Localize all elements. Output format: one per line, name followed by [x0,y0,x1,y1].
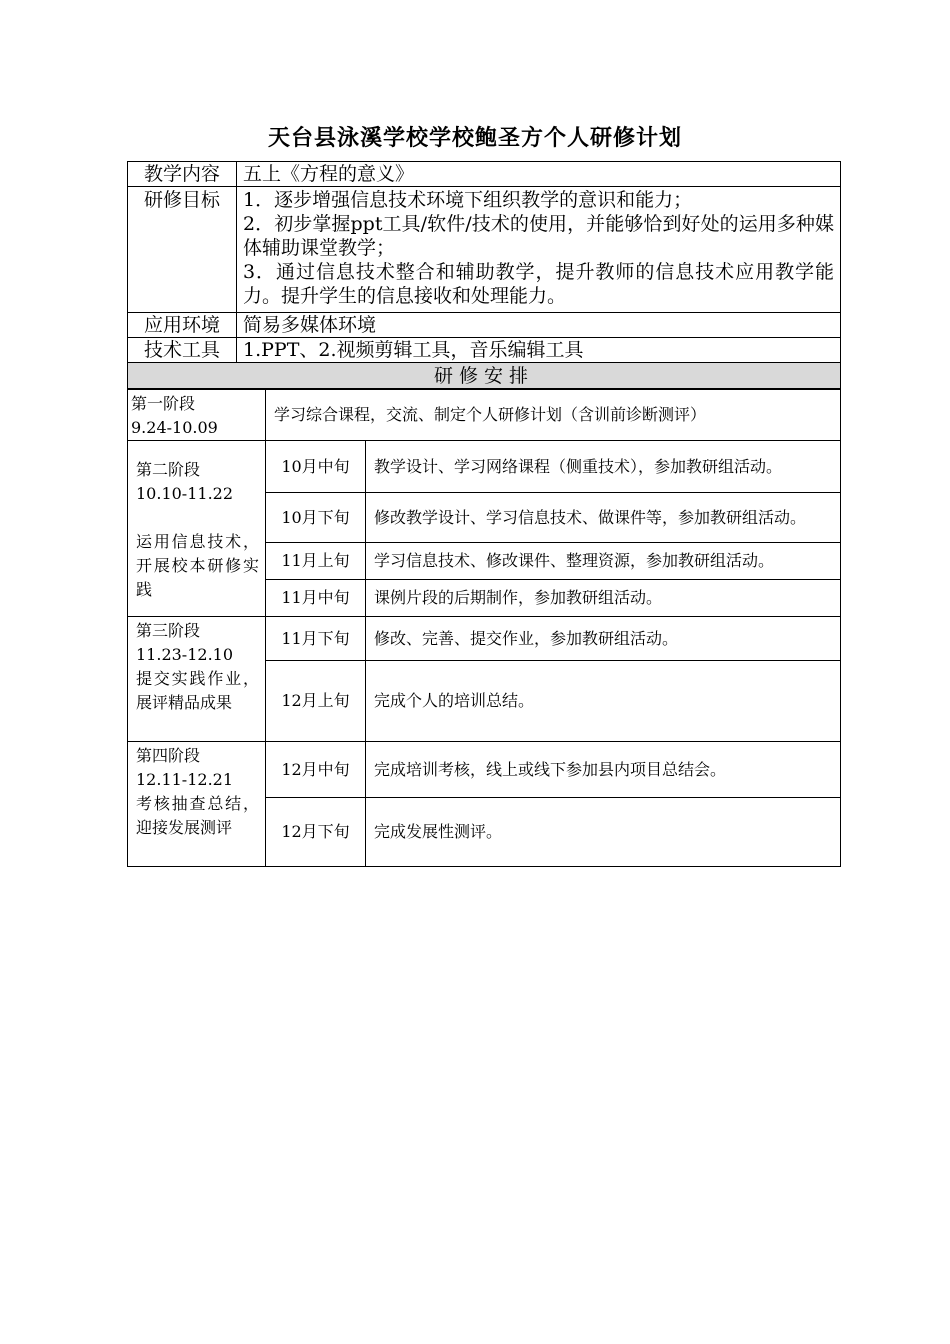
period-cell: 12月中旬 [266,742,366,798]
schedule-header: 研修安排 [128,363,841,389]
schedule-row [128,617,841,661]
schedule-row [128,441,841,493]
phase-1-row [128,390,841,441]
phase-1-activity: 学习综合课程，交流、制定个人研修计划（含训前诊断测评） [266,390,841,441]
content-row [128,162,841,187]
phase-dates: 12.11-12.21 [136,770,234,789]
tools-value: 1.PPT、2.视频剪辑工具，音乐编辑工具 [237,338,841,363]
content-label: 教学内容 [128,162,237,187]
phase-1-cell [128,390,266,441]
plan-info-table [127,161,841,389]
content-value: 五上《方程的意义》 [237,162,841,187]
goal-label: 研修目标 [128,187,237,313]
goal-item: 2．初步掌握ppt工具/软件/技术的使用，并能够恰到好处的运用多种媒体辅助课堂教学； [243,213,834,259]
env-value: 简易多媒体环境 [237,313,841,338]
phase-description: 运用信息技术，开展校本研修实践 [136,531,259,599]
period-cell: 12月上旬 [266,661,366,742]
goal-row [128,187,841,313]
phase-description: 考核抽查总结，迎接发展测评 [136,794,259,837]
phase-name: 第三阶段 [136,621,201,640]
period-cell: 10月中旬 [266,441,366,493]
env-row [128,313,841,338]
period-cell: 11月下旬 [266,617,366,661]
activity-cell: 课例片段的后期制作，参加教研组活动。 [366,580,841,617]
activity-cell: 完成发展性测评。 [366,798,841,867]
tools-label: 技术工具 [128,338,237,363]
phase-name: 第二阶段 [136,459,201,479]
phase-dates: 10.10-11.22 [136,483,234,503]
goal-item: 1．逐步增强信息技术环境下组织教学的意识和能力； [243,189,693,211]
phase-4-cell [128,742,266,867]
activity-cell: 学习信息技术、修改课件、整理资源，参加教研组活动。 [366,543,841,580]
activity-cell: 完成培训考核，线上或线下参加县内项目总结会。 [366,742,841,798]
schedule-header-row [128,363,841,389]
phase-dates: 9.24-10.09 [131,418,218,437]
goal-list [237,187,841,313]
phase-3-cell [128,617,266,742]
period-cell: 11月上旬 [266,543,366,580]
period-cell: 12月下旬 [266,798,366,867]
period-cell: 10月下旬 [266,493,366,543]
phase-name: 第一阶段 [131,394,196,413]
activity-cell: 修改教学设计、学习信息技术、做课件等，参加教研组活动。 [366,493,841,543]
page-title: 天台县泳溪学校学校鲍圣方个人研修计划 [267,125,682,151]
period-cell: 11月中旬 [266,580,366,617]
env-label: 应用环境 [128,313,237,338]
phase-name: 第四阶段 [136,746,201,765]
goal-item: 3．通过信息技术整合和辅助教学，提升教师的信息技术应用教学能力。提升学生的信息接收和处理能力。 [243,261,834,307]
phase-spacer [136,506,259,530]
phase-2-cell [128,441,266,617]
activity-cell: 修改、完善、提交作业，参加教研组活动。 [366,617,841,661]
schedule-row [128,742,841,798]
schedule-table [127,389,841,867]
phase-dates: 11.23-12.10 [136,645,234,664]
activity-cell: 完成个人的培训总结。 [366,661,841,742]
tools-row [128,338,841,363]
activity-cell: 教学设计、学习网络课程（侧重技术），参加教研组活动。 [366,441,841,493]
phase-description: 提交实践作业，展评精品成果 [136,669,259,712]
